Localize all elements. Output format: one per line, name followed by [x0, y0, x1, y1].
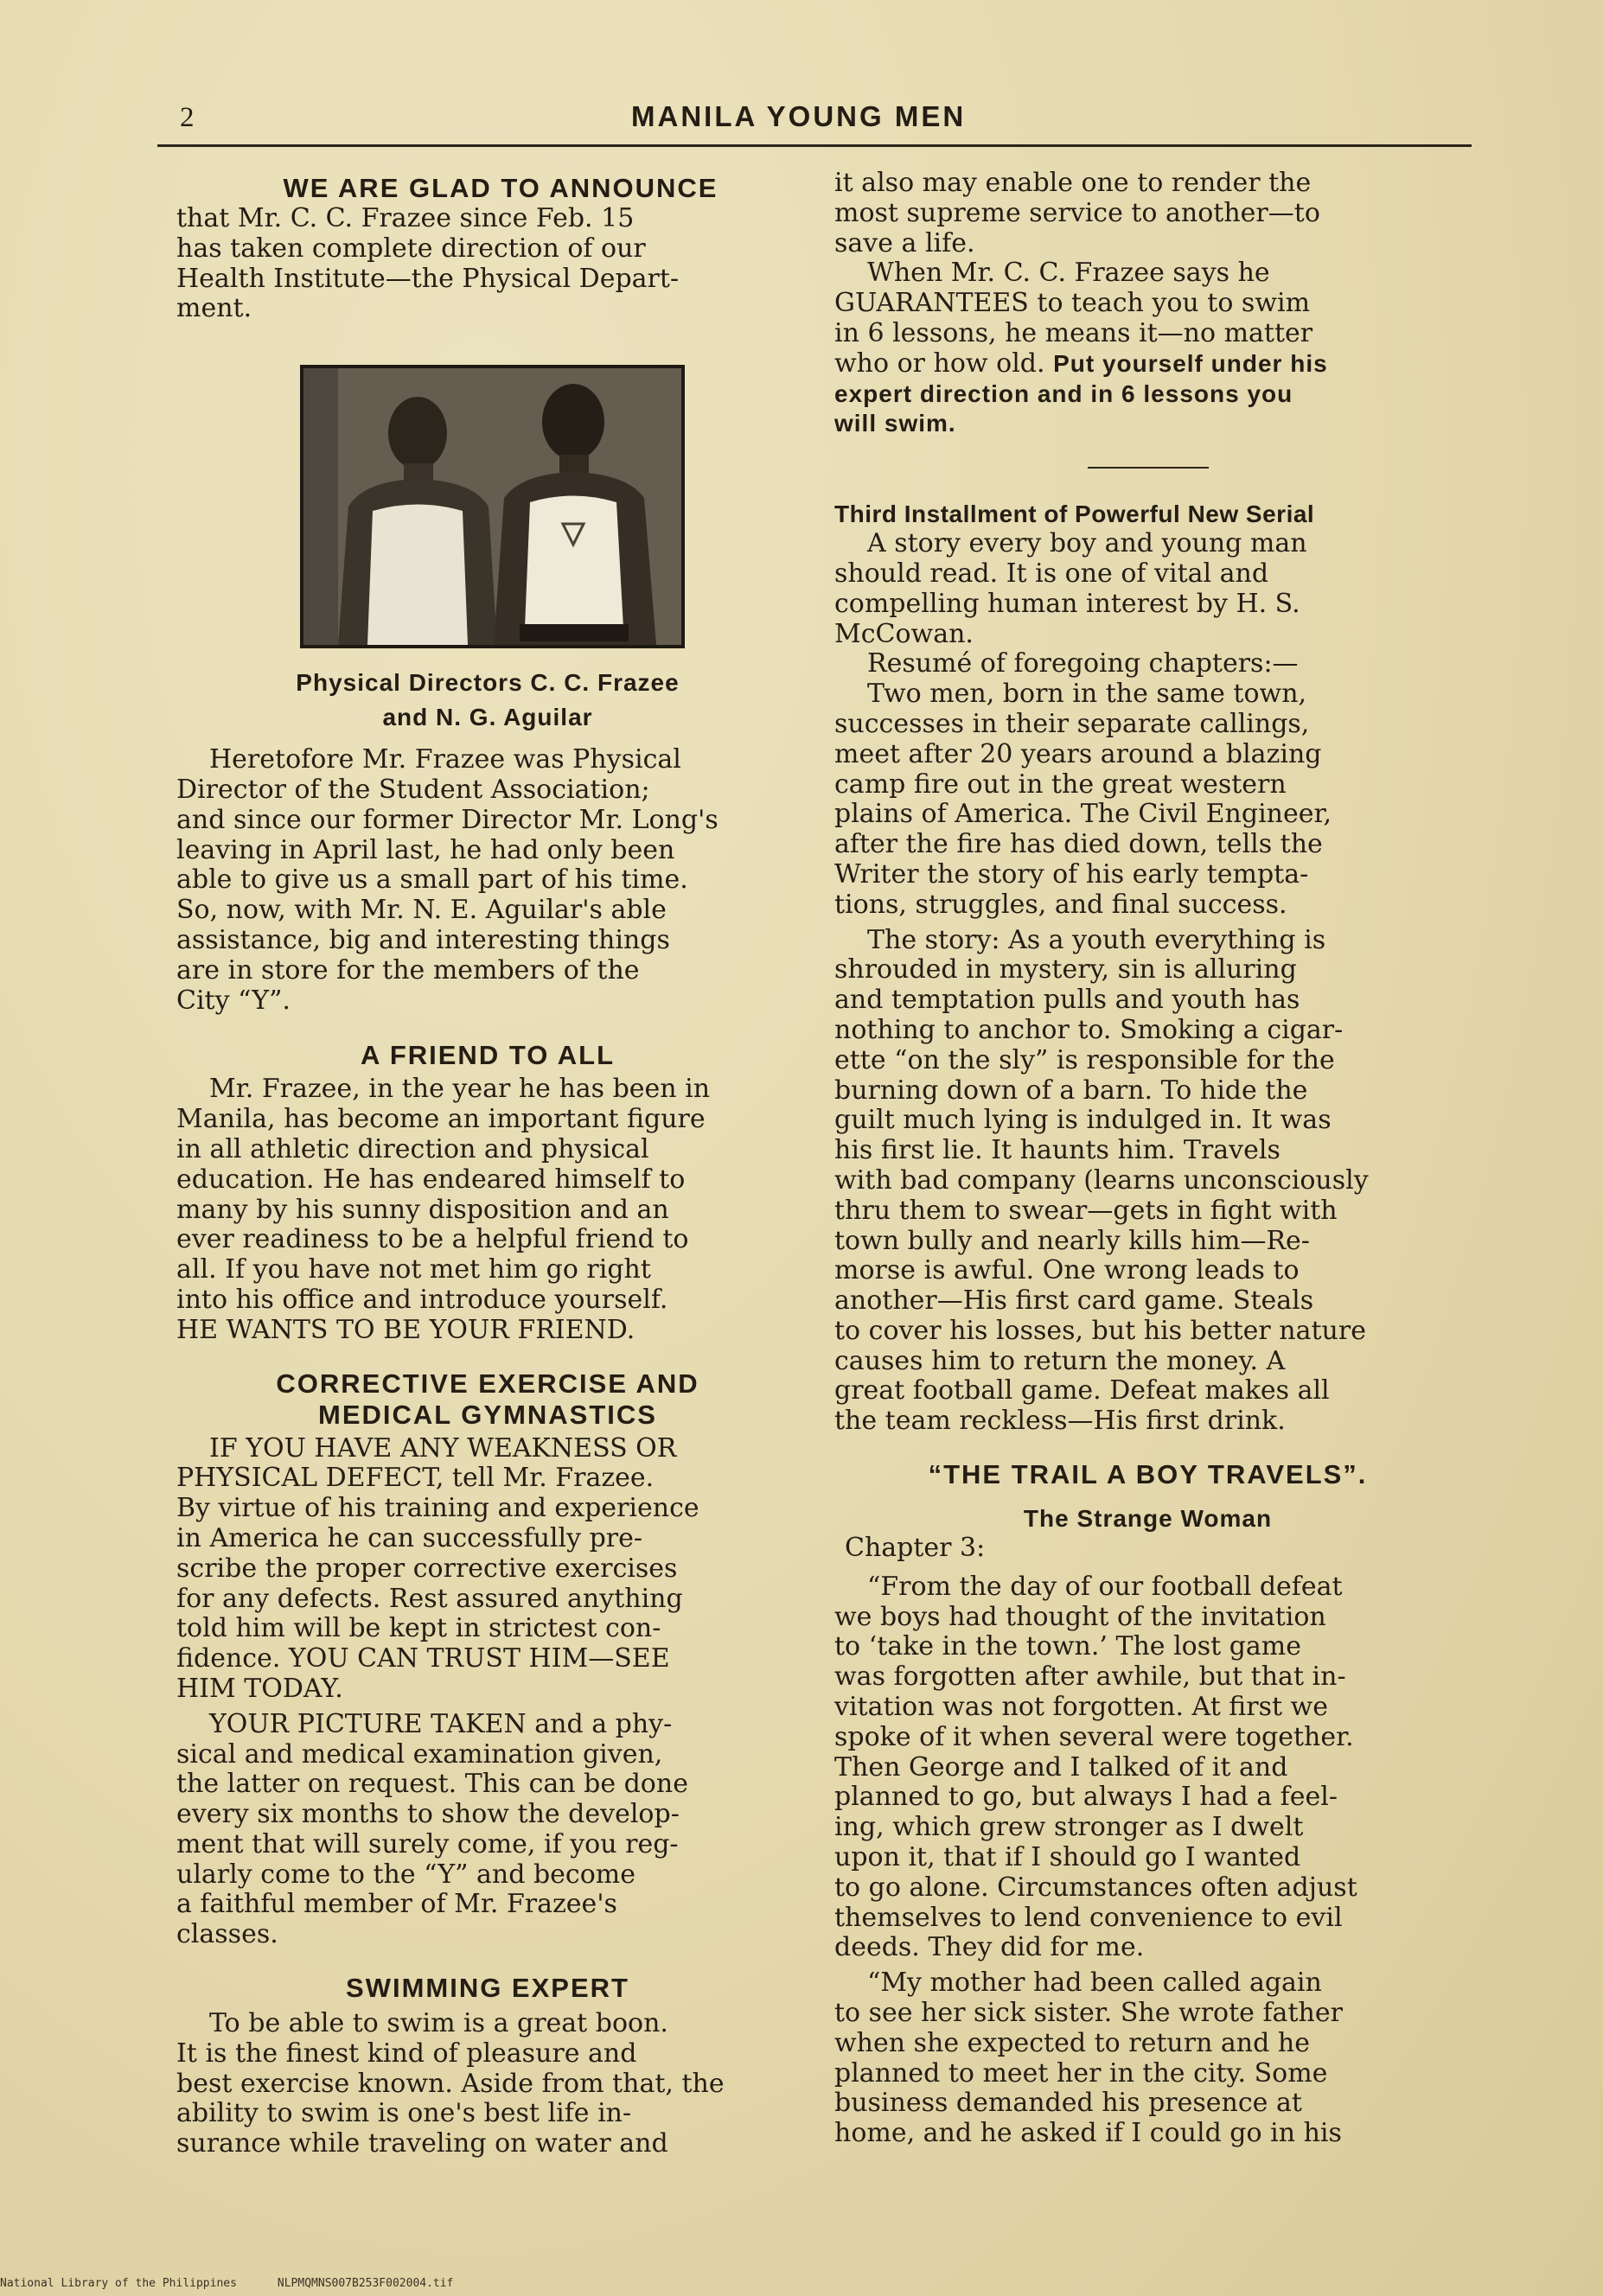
trail-line: spoke of it when several were together.	[834, 1721, 1354, 1752]
trail-line: deeds. They did for me.	[834, 1932, 1145, 1963]
swimming-heading: SWIMMING EXPERT	[346, 1973, 629, 2004]
story-line: town bully and nearly kills him—Re-	[834, 1225, 1310, 1256]
trail-line: upon it, that if I should go I wanted	[834, 1842, 1301, 1873]
announce-line: Health Institute—the Physical Depart-	[176, 263, 680, 294]
heretofore-line: are in store for the members of the	[176, 954, 640, 985]
trail-line: ing, which grew stronger as I dwelt	[834, 1812, 1304, 1843]
resume-line: camp fire out in the great western	[834, 769, 1287, 800]
swimming-line: surance while traveling on water and	[176, 2128, 668, 2159]
corrective-line: scribe the proper corrective exercises	[176, 1553, 678, 1584]
serial-intro-line: should read. It is one of vital and	[834, 558, 1269, 589]
resume-line: Writer the story of his early tempta-	[834, 858, 1309, 890]
resume-line: after the fire has died down, tells the	[834, 829, 1323, 860]
picture-line: sical and medical examination given,	[176, 1738, 663, 1770]
heretofore-line: leaving in April last, he had only been	[176, 834, 675, 865]
guarantee-line: GUARANTEES to teach you to swim	[834, 288, 1311, 319]
announce-heading: WE ARE GLAD TO ANNOUNCE	[283, 173, 718, 203]
swimming-line: best exercise known. Aside from that, the	[176, 2068, 725, 2099]
friend-heading: A FRIEND TO ALL	[360, 1040, 616, 1071]
trail-line: home, and he asked if I could go in his	[834, 2118, 1342, 2149]
guarantee-bold-line: will swim.	[834, 410, 956, 437]
picture-line: YOUR PICTURE TAKEN and a phy-	[209, 1708, 673, 1739]
left-column	[176, 169, 799, 2159]
heretofore-line: Director of the Student Association;	[176, 774, 650, 805]
friend-line: all. If you have not met him go right	[176, 1254, 651, 1285]
resume-line: plains of America. The Civil Engineer,	[834, 799, 1332, 830]
page-number: 2	[180, 102, 195, 133]
picture-line: the latter on request. This can be done	[176, 1769, 688, 1800]
serial-heading: Third Installment of Powerful New Serial	[834, 501, 1315, 528]
serial-intro-line: compelling human interest by H. S.	[834, 588, 1300, 619]
corrective-line: fidence. YOU CAN TRUST HIM—SEE	[176, 1643, 670, 1674]
trail-line: we boys had thought of the invitation	[834, 1601, 1326, 1632]
heretofore-line: City “Y”.	[176, 985, 291, 1016]
friend-line: Manila, has become an important figure	[176, 1104, 706, 1135]
announce-line: that Mr. C. C. Frazee since Feb. 15	[176, 203, 635, 233]
trail-line: Then George and I talked of it and	[834, 1751, 1288, 1783]
trail-line: to see her sick sister. She wrote father	[834, 1998, 1343, 2029]
corrective-heading	[176, 1368, 799, 1431]
story-line: to cover his losses, but his better nature	[834, 1315, 1366, 1346]
story-line: and temptation pulls and youth has	[834, 985, 1300, 1016]
picture-line: ularly come to the “Y” and become	[176, 1859, 635, 1890]
story-line: guilt much lying is indulged in. It was	[834, 1105, 1332, 1136]
right-column	[834, 169, 1461, 2149]
story-line: thru them to swear—gets in fight with	[834, 1195, 1338, 1226]
friend-line: many by his sunny disposition and an	[176, 1194, 669, 1225]
photo-caption-line: and N. G. Aguilar	[382, 704, 593, 731]
resume-line: meet after 20 years around a blazing	[834, 738, 1322, 769]
story-line: nothing to anchor to. Smoking a cigar-	[834, 1014, 1344, 1045]
heretofore-line: assistance, big and interesting things	[176, 924, 670, 955]
announce-line: ment.	[176, 293, 252, 324]
scan-footer	[0, 2277, 453, 2290]
resume-line: tions, struggles, and final success.	[834, 889, 1287, 920]
serial-intro-line: A story every boy and young man	[867, 528, 1307, 559]
story-line: another—His first card game. Steals	[834, 1285, 1314, 1317]
picture-line: ment that will surely come, if you reg-	[176, 1828, 679, 1859]
trail-line: was forgotten after awhile, but that in-	[834, 1661, 1346, 1693]
photo-caption	[176, 666, 799, 735]
friend-line: education. He has endeared himself to	[176, 1164, 686, 1195]
resume-line: successes in their separate callings,	[834, 708, 1310, 739]
story-line: great football game. Defeat makes all	[834, 1375, 1330, 1406]
friend-line: Mr. Frazee, in the year he has been in	[209, 1074, 711, 1105]
heretofore-line: and since our former Director Mr. Long's	[176, 804, 718, 835]
story-line: morse is awful. One wrong leads to	[834, 1255, 1300, 1286]
story-line: burning down of a barn. To hide the	[834, 1075, 1308, 1106]
story-line: with bad company (learns unconsciously	[834, 1164, 1369, 1196]
guarantee-bold-line: expert direction and in 6 lessons you	[834, 379, 1293, 407]
resume-label: Resumé of foregoing chapters:—	[867, 648, 1299, 679]
guarantee-line-text: who or how old.	[834, 348, 1045, 379]
story-line: causes him to return the money. A	[834, 1345, 1286, 1376]
trail-subtitle: The Strange Woman	[1023, 1505, 1273, 1533]
corrective-line: for any defects. Rest assured anything	[176, 1583, 683, 1614]
swimming-line: To be able to swim is a great boon.	[209, 2008, 668, 2039]
swim-cont-line: save a life.	[834, 227, 975, 258]
trail-heading: “THE TRAIL A BOY TRAVELS”.	[928, 1459, 1368, 1490]
story-line: ette “on the sly” is responsible for the	[834, 1044, 1335, 1075]
swim-cont-line: most supreme service to another—to	[834, 197, 1320, 228]
trail-line: “My mother had been called again	[867, 1968, 1322, 1999]
guarantee-bold-text: Put yourself under his	[1053, 349, 1328, 377]
story-line: the team reckless—His first drink.	[834, 1406, 1286, 1437]
picture-line: every six months to show the develop-	[176, 1799, 680, 1830]
directors-photo	[300, 365, 685, 648]
trail-line: to ‘take in the town.’ The lost game	[834, 1631, 1301, 1662]
guarantee-line: When Mr. C. C. Frazee says he	[867, 258, 1270, 289]
trail-line: themselves to lend convenience to evil	[834, 1902, 1343, 1933]
masthead-title: MANILA YOUNG MEN	[631, 100, 967, 132]
corrective-line: PHYSICAL DEFECT, tell Mr. Frazee.	[176, 1463, 655, 1494]
footer-file: NLPMQMNS007B253F002004.tif	[277, 2277, 454, 2290]
guarantee-line	[834, 349, 1461, 379]
trail-line: when she expected to return and he	[834, 2027, 1310, 2058]
trail-line: planned to meet her in the city. Some	[834, 2057, 1328, 2089]
corrective-line: told him will be kept in strictest con-	[176, 1613, 661, 1644]
swim-cont-line: it also may enable one to render the	[834, 168, 1312, 198]
corrective-heading-line: CORRECTIVE EXERCISE AND	[276, 1368, 699, 1399]
story-line: The story: As a youth everything is	[867, 924, 1326, 955]
heretofore-line: So, now, with Mr. N. E. Aguilar's able	[176, 895, 667, 926]
friend-line: ever readiness to be a helpful friend to	[176, 1224, 689, 1255]
corrective-line: in America he can successfully pre-	[176, 1522, 643, 1553]
picture-line: a faithful member of Mr. Frazee's	[176, 1889, 617, 1920]
corrective-line: HIM TODAY.	[176, 1673, 343, 1704]
story-line: shrouded in mystery, sin is alluring	[834, 954, 1297, 985]
story-line: his first lie. It haunts him. Travels	[834, 1135, 1280, 1166]
photo-caption-line: Physical Directors C. C. Frazee	[296, 669, 680, 697]
heretofore-line: able to give us a small part of his time.	[176, 864, 688, 896]
swimming-line: ability to swim is one's best life in-	[176, 2098, 632, 2129]
announce-line: has taken complete direction of our	[176, 233, 646, 264]
trail-line: to go alone. Circumstances often adjust	[834, 1872, 1357, 1903]
header-rule	[157, 144, 1472, 147]
directors-photo-illustration	[303, 368, 681, 645]
heretofore-line: Heretofore Mr. Frazee was Physical	[209, 744, 681, 775]
footer-source: National Library of the Philippines	[0, 2277, 237, 2290]
chapter-label: Chapter 3:	[845, 1533, 986, 1564]
friend-line: in all athletic direction and physical	[176, 1133, 649, 1164]
resume-line: Two men, born in the same town,	[867, 679, 1307, 710]
swimming-line: It is the finest kind of pleasure and	[176, 2038, 637, 2069]
trail-line: planned to go, but always I had a feel-	[834, 1782, 1338, 1813]
trail-line: business demanded his presence at	[834, 2088, 1302, 2119]
picture-line: classes.	[176, 1919, 278, 1950]
trail-line: vitation was not forgotten. At first we	[834, 1692, 1329, 1723]
guarantee-line: in 6 lessons, he means it—no matter	[834, 317, 1313, 348]
friend-line: HE WANTS TO BE YOUR FRIEND.	[176, 1314, 635, 1345]
corrective-line: IF YOU HAVE ANY WEAKNESS OR	[209, 1432, 677, 1464]
serial-intro-line: McCowan.	[834, 618, 974, 649]
corrective-heading-line: MEDICAL GYMNASTICS	[318, 1399, 657, 1430]
corrective-line: By virtue of his training and experience	[176, 1493, 699, 1524]
friend-line: into his office and introduce yourself.	[176, 1284, 668, 1315]
trail-line: “From the day of our football defeat	[867, 1571, 1343, 1602]
